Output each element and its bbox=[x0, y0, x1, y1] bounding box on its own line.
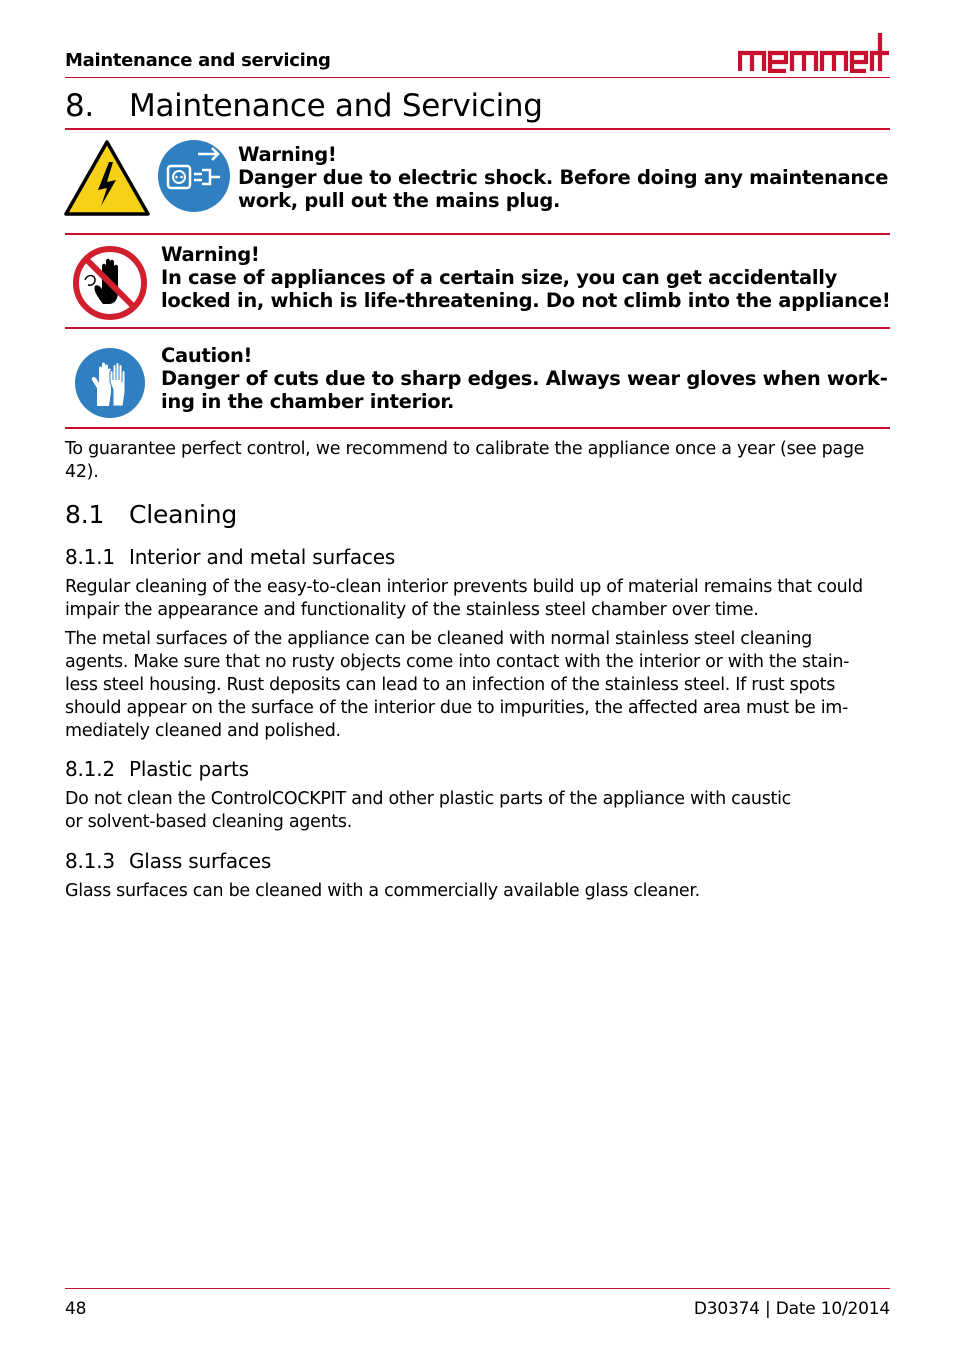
section-heading bbox=[65, 500, 237, 529]
paragraph-line: or solvent-based cleaning agents. bbox=[65, 812, 352, 832]
unplug-mains-icon bbox=[158, 140, 230, 212]
notice-electric-shock bbox=[238, 143, 888, 212]
chapter-rule bbox=[65, 128, 890, 130]
paragraph bbox=[65, 576, 890, 622]
notice-line: Danger due to electric shock. Before doing any maintenance bbox=[238, 166, 889, 189]
subsection-heading bbox=[65, 545, 395, 569]
paragraph-line: Regular cleaning of the easy-to-clean interior prevents build up of material remains that could bbox=[65, 577, 863, 597]
paragraph bbox=[65, 628, 890, 743]
chapter-heading bbox=[65, 88, 543, 124]
notice-sharp-edges bbox=[161, 344, 888, 413]
paragraph-line: should appear on the surface of the interior due to impurities, the affected area must be im- bbox=[65, 698, 849, 718]
paragraph-line: impair the appearance and functionality of the stainless steel chamber over time. bbox=[65, 600, 759, 620]
section-title: Cleaning bbox=[129, 500, 238, 529]
subsection-title: Glass surfaces bbox=[129, 849, 272, 873]
paragraph-line: Do not clean the ControlCOCKPIT and other plastic parts of the appliance with caustic bbox=[65, 789, 791, 809]
notice-heading: Warning! bbox=[238, 143, 337, 166]
chapter-title: Maintenance and Servicing bbox=[129, 88, 543, 124]
subsection-number: 8.1.1 bbox=[65, 545, 115, 569]
memmert-logo bbox=[738, 31, 890, 73]
subsection-heading bbox=[65, 849, 271, 873]
wear-gloves-icon bbox=[75, 348, 145, 418]
subsection-number: 8.1.2 bbox=[65, 757, 115, 781]
paragraph-line: To guarantee perfect control, we recommend to calibrate the appliance once a year (see page bbox=[65, 439, 865, 459]
page-number: 48 bbox=[65, 1299, 87, 1319]
notice-line: ing in the chamber interior. bbox=[161, 390, 455, 413]
notice-divider bbox=[65, 233, 890, 235]
document-info: D30374 | Date 10/2014 bbox=[693, 1299, 890, 1319]
subsection-number: 8.1.3 bbox=[65, 849, 115, 873]
no-entry-hand-icon bbox=[73, 246, 147, 320]
chapter-number: 8. bbox=[65, 88, 94, 124]
footer-rule bbox=[65, 1288, 890, 1289]
paragraph-line: 42). bbox=[65, 462, 99, 482]
notice-line: locked in, which is life-threatening. Do not climb into the appliance! bbox=[161, 289, 891, 312]
paragraph-line: agents. Make sure that no rusty objects come into contact with the interior or with the stain- bbox=[65, 652, 850, 672]
notice-divider bbox=[65, 327, 890, 329]
subsection-title: Plastic parts bbox=[129, 757, 249, 781]
notice-bottom-rule bbox=[65, 427, 890, 429]
paragraph bbox=[65, 880, 890, 903]
section-number: 8.1 bbox=[65, 500, 105, 529]
subsection-title: Interior and metal surfaces bbox=[129, 545, 396, 569]
notice-locked-in bbox=[161, 243, 890, 312]
notice-line: Danger of cuts due to sharp edges. Always wear gloves when work- bbox=[161, 367, 888, 390]
notice-line: In case of appliances of a certain size, you can get accidentally bbox=[161, 266, 838, 289]
paragraph bbox=[65, 788, 890, 834]
paragraph-line: The metal surfaces of the appliance can be cleaned with normal stainless steel cleaning bbox=[65, 629, 812, 649]
notice-heading: Caution! bbox=[161, 344, 253, 367]
running-header: Maintenance and servicing bbox=[65, 50, 331, 71]
intro-paragraph bbox=[65, 438, 890, 484]
paragraph-line: mediately cleaned and polished. bbox=[65, 721, 341, 741]
notice-line: work, pull out the mains plug. bbox=[238, 189, 561, 212]
subsection-heading bbox=[65, 757, 249, 781]
paragraph-line: Glass surfaces can be cleaned with a commercially available glass cleaner. bbox=[65, 881, 700, 901]
header-rule bbox=[65, 77, 890, 78]
notice-heading: Warning! bbox=[161, 243, 260, 266]
high-voltage-warning-icon bbox=[64, 140, 150, 216]
paragraph-line: less steel housing. Rust deposits can lead to an infection of the stainless steel. If rust spots bbox=[65, 675, 836, 695]
